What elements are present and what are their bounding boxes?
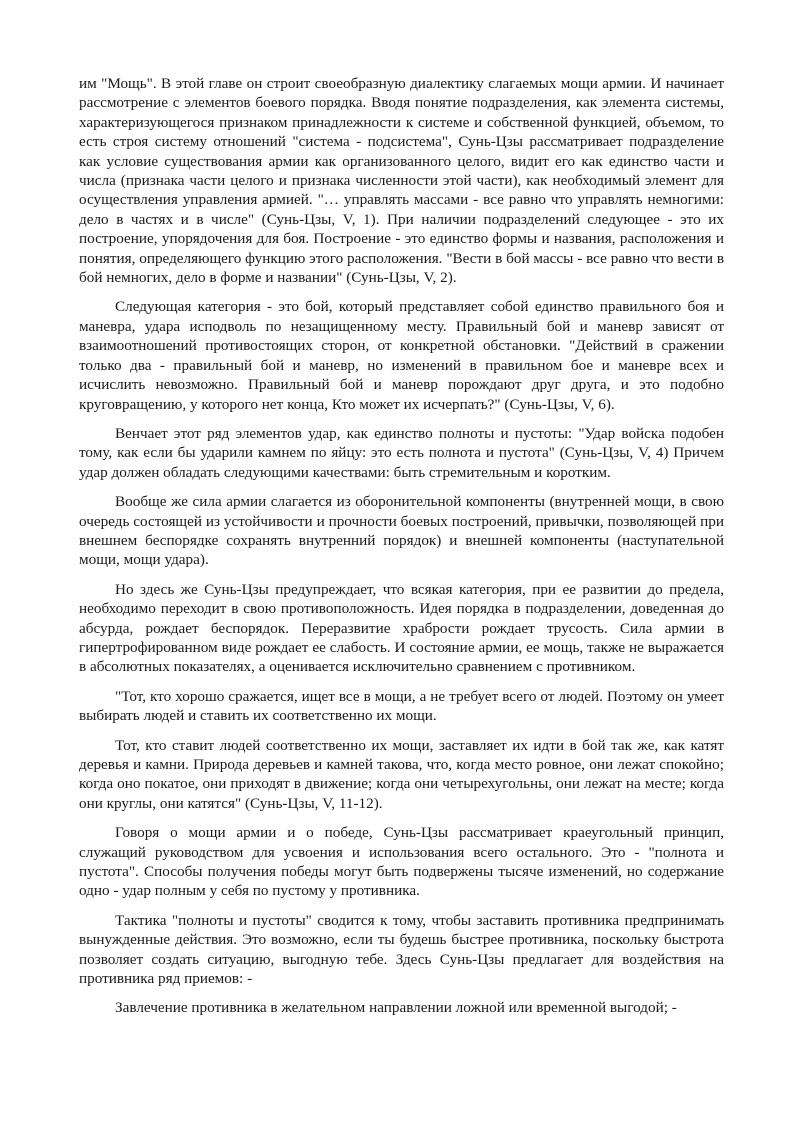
paragraph-battle: Следующая категория - это бой, который представляет собой единство правильного боя и маневра, удара исподволь по незащищенному месту. Правильный бой и маневр зависят от взаимоотношений противостоящих сторон, от конкретной обстановки. "Действий в сражении только два - правильный бой и маневр, но изменений в правильном бое и маневре всех и исчислить невозможно. Правильный бой и маневр порождают друг друга, и это подобно круговращению, у которого нет конца, Кто может их исчерпать?" (Сунь-Цзы, V, 6). xyxy=(79,298,724,413)
paragraph-opposites: Но здесь же Сунь-Цзы предупреждает, что всякая категория, при ее развитии до предела, необходимо переходит в свою противоположность. Идея порядка в подразделении, доведенная до абсурда, рождает беспорядок. Переразвитие храбрости рождает трусость. Сила армии в гипертрофированном виде рождает ее слабость. И состояние армии, ее мощь, также не выражается в абсолютных показателях, а оценивается исключительно сравнением с противником. xyxy=(79,580,724,676)
document-page xyxy=(79,74,724,1028)
paragraph-continuation: им "Мощь". В этой главе он строит своеобразную диалектику слагаемых мощи армии. И начинает рассмотрение с элементов боевого порядка. Вводя понятие подразделения, как элемента системы, характеризующегося признаком принадлежности к системе и собственной функцией, объемом, то есть строя систему отношений "система - подсистема", Сунь-Цзы рассматривает подразделение как условие существования армии как организованного целого, видит его как единство части и числа (признака части целого и признака численности этой части), как необходимый элемент для осуществления управления армией. "… управлять массами - все равно что управлять немногими: дело в частях и в числе" (Сунь-Цзы, V, 1). При наличии подразделений следующее - это их построение, упорядочения для боя. Построение - это единство формы и названия, расположения и понятия, определяющего функцию этого расположения. "Вести в бой массы - все равно что вести в бой немногих, дело в форме и названии" (Сунь-Цзы, V, 2). xyxy=(79,75,724,287)
paragraph-army-strength: Вообще же сила армии слагается из оборонительной компоненты (внутренней мощи, в свою очередь состоящей из устойчивости и прочности боевых построений, привычки, позволяющей при внешнем беспорядке сохранять внутренний порядок) и внешней компоненты (наступательной мощи, мощи удара). xyxy=(79,493,724,569)
paragraph-quote-trees-stones: Тот, кто ставит людей соответственно их мощи, заставляет их идти в бой так же, как катят деревья и камни. Природа деревьев и камней такова, что, когда место ровное, они лежат спокойно; когда оно покатое, они приходят в движение; когда они четырехугольны, они лежат на месте; когда они круглы, они катятся" (Сунь-Цзы, V, 11-12). xyxy=(79,736,724,812)
paragraph-tactics: Тактика "полноты и пустоты" сводится к тому, чтобы заставить противника предпринимать вынужденные действия. Это возможно, если ты будешь быстрее противника, поскольку быстрота позволяет создать ситуацию, выгодную тебе. Здесь Сунь-Цзы предлагает для воздействия на противника ряд приемов: - xyxy=(79,911,724,988)
paragraph-strike: Венчает этот ряд элементов удар, как единство полноты и пустоты: "Удар войска подобен тому, как если бы ударили камнем по яйцу: это есть полнота и пустота" (Сунь-Цзы, V, 4) Причем удар должен обладать следующими качествами: быть стремительным и коротким. xyxy=(79,424,724,481)
paragraph-lure: Завлечение противника в желательном направлении ложной или временной выгодой; - xyxy=(115,999,677,1017)
paragraph-fullness-emptiness: Говоря о мощи армии и о победе, Сунь-Цзы рассматривает краеугольный принцип, служащий руководством для усвоения и использования всего остального. Это - "полнота и пустота". Способы получения победы могут быть подвержены тысяче изменений, но содержание одно - удар полным у себя по пустому у противника. xyxy=(79,824,724,900)
paragraph-quote-power: "Тот, кто хорошо сражается, ищет все в мощи, а не требует всего от людей. Поэтому он умеет выбирать людей и ставить их соответственно их мощи. xyxy=(79,687,724,725)
